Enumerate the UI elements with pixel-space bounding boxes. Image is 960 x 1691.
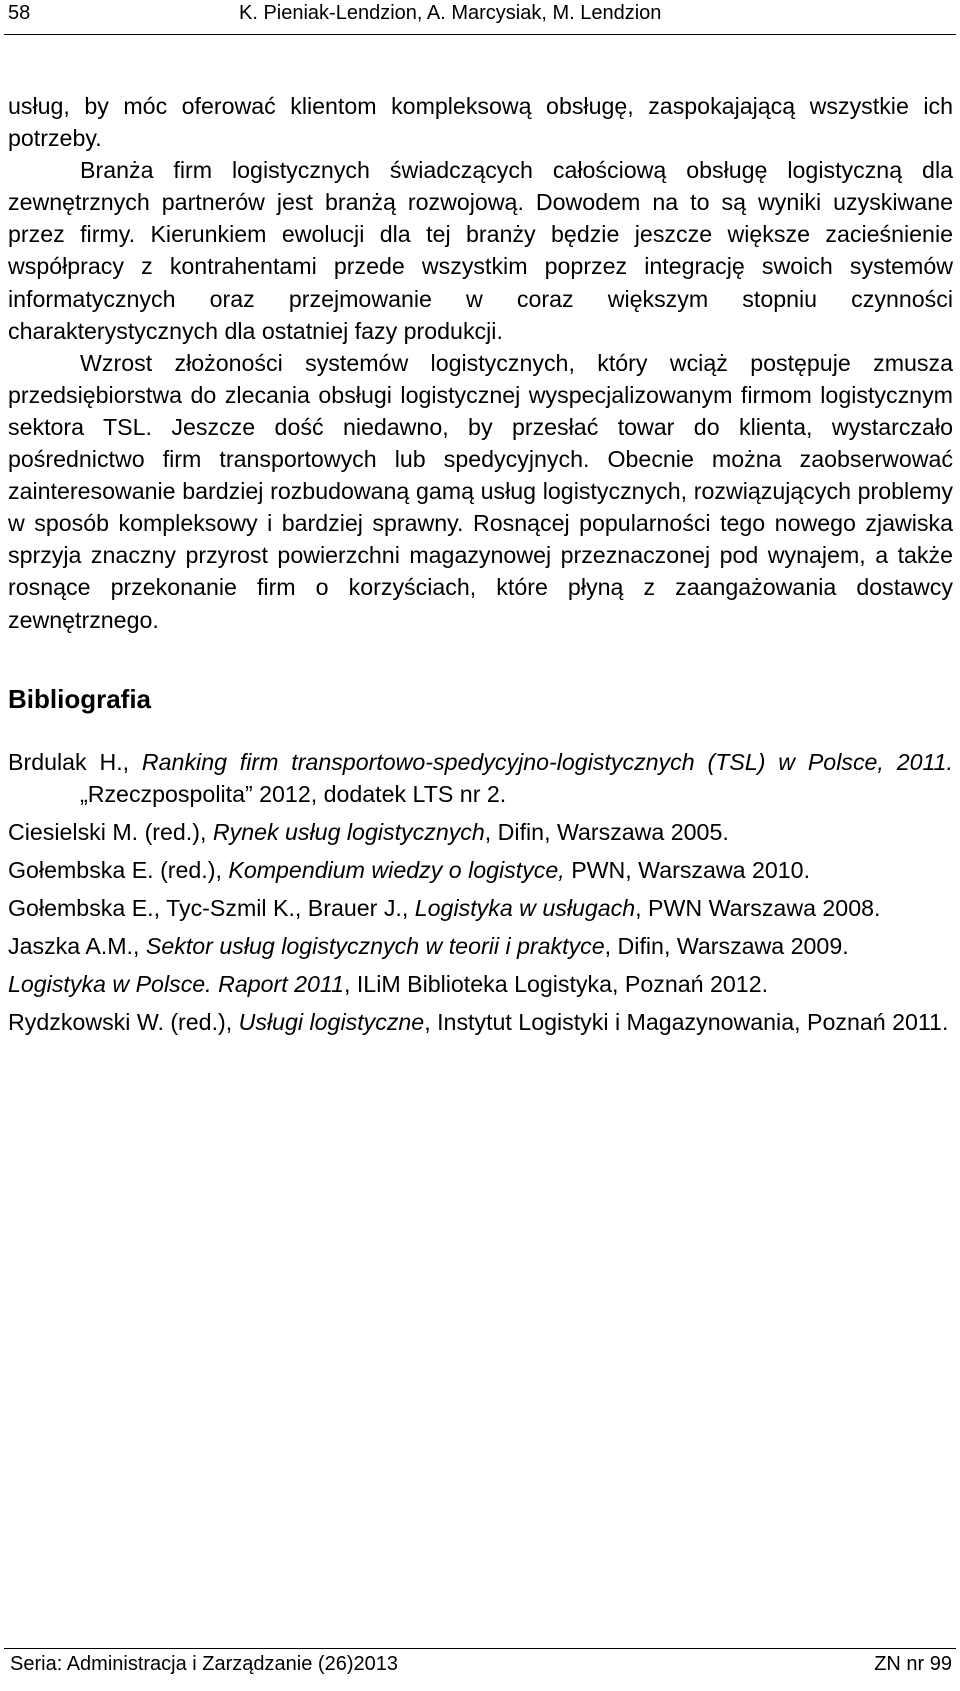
series-info: Seria: Administracja i Zarządzanie (26)2013 bbox=[10, 1653, 398, 1675]
bibliography-heading: Bibliografia bbox=[8, 684, 152, 714]
bibliography-entry bbox=[8, 892, 953, 924]
bib-author: Gołembska E. (red.), bbox=[8, 857, 229, 883]
bibliography-list bbox=[8, 746, 953, 1044]
bib-author: Jaszka A.M., bbox=[8, 933, 146, 959]
bib-details: PWN, Warszawa 2010. bbox=[564, 857, 811, 883]
bib-details: „Rzeczpospolita” 2012, dodatek LTS nr 2. bbox=[80, 781, 507, 807]
bibliography-entry bbox=[8, 746, 953, 810]
page-header bbox=[4, 0, 956, 35]
bib-title: Rynek usług logistycznych bbox=[212, 819, 485, 845]
paragraph-continuation: usług, by móc oferować klientom kompleksową obsługę, zaspokajającą wszystkie ich potrzeby. bbox=[8, 93, 953, 152]
bib-title: Logistyka w usługach bbox=[414, 895, 636, 921]
bib-title: Usługi logistyczne bbox=[238, 1009, 425, 1035]
page-number: 58 bbox=[8, 2, 31, 24]
bibliography-entry bbox=[8, 816, 953, 848]
paragraph-industry: Branża firm logistycznych świadczących całościową obsługę logistyczną dla zewnętrznych partnerów jest branżą rozwojową. Dowodem na to są wyniki uzyskiwane przez firmy. Kierunkiem ewolucji dla tej branży będzie jeszcze większe zacieśnienie współpracy z kontrahentami przede wszystkim poprzez integrację swoich systemów informatycznych oraz przejmowanie w coraz większym stopniu czynności charakterystycznych dla ostatniej fazy produkcji. bbox=[8, 157, 953, 344]
bib-title: Sektor usług logistycznych w teorii i praktyce bbox=[145, 933, 605, 959]
bibliography-entry bbox=[8, 854, 953, 886]
bib-details: , Difin, Warszawa 2009. bbox=[604, 933, 849, 959]
bibliography-entry bbox=[8, 968, 953, 1000]
bib-details: , ILiM Biblioteka Logistyka, Poznań 2012. bbox=[343, 971, 769, 997]
bib-title: Logistyka w Polsce. Raport 2011 bbox=[8, 971, 344, 997]
bib-author: Brdulak H., bbox=[8, 749, 142, 775]
bib-title: Kompendium wiedzy o logistyce, bbox=[228, 857, 565, 883]
bib-details: , PWN Warszawa 2008. bbox=[635, 895, 881, 921]
bib-details: , Difin, Warszawa 2005. bbox=[484, 819, 729, 845]
bib-author: Gołembska E., Tyc-Szmil K., Brauer J., bbox=[8, 895, 415, 921]
page-footer bbox=[4, 1648, 956, 1689]
bibliography-entry bbox=[8, 930, 953, 962]
running-head-authors: K. Pieniak-Lendzion, A. Marcysiak, M. Lendzion bbox=[239, 2, 662, 24]
bib-title: Ranking firm transportowo-spedycyjno-logistycznych (TSL) w Polsce, 2011. bbox=[141, 749, 953, 775]
bib-author: Rydzkowski W. (red.), bbox=[8, 1009, 239, 1035]
bib-author: Ciesielski M. (red.), bbox=[8, 819, 213, 845]
body-text bbox=[8, 90, 953, 636]
bib-details: , Instytut Logistyki i Magazynowania, Poznań 2011. bbox=[424, 1009, 949, 1035]
bibliography-entry bbox=[8, 1006, 953, 1038]
paragraph-complexity: Wzrost złożoności systemów logistycznych, który wciąż postępuje zmusza przedsiębiorstwa do zlecania obsługi logistycznej wyspecjalizowanym firmom logistycznym sektora TSL. Jeszcze dość niedawno, by przesłać towar do klienta, wystarczało pośrednictwo firm transportowych lub spedycyjnych. Obecnie można zaobserwować zainteresowanie bardziej rozbudowaną gamą usług logistycznych, rozwiązujących problemy w sposób kompleksowy i bardziej sprawny. Rosnącej popularności tego nowego zjawiska sprzyja znaczny przyrost powierzchni magazynowej przeznaczonej pod wynajem, a także rosnące przekonanie firm o korzyściach, które płyną z zaangażowania dostawcy zewnętrznego. bbox=[8, 349, 953, 633]
issue-number: ZN nr 99 bbox=[874, 1653, 952, 1675]
